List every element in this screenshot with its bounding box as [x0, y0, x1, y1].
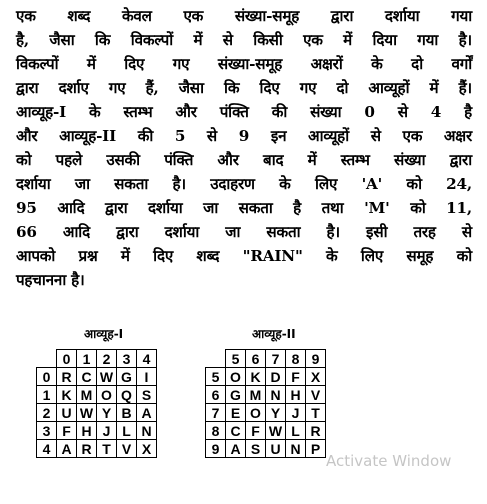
matrix-cell: A: [226, 440, 246, 458]
question-line: दर्शाया जा सकता है। उदाहरण के लिए 'A' को 24,: [16, 175, 472, 193]
matrix-cell: K: [246, 368, 266, 386]
matrix-cell: G: [117, 368, 137, 386]
matrix-cell: A: [137, 404, 157, 422]
matrix-corner-blank: [206, 350, 226, 368]
matrix-row: [37, 368, 157, 386]
question-line: आपको प्रश्न में दिए शब्द "RAIN" के लिए समूह को: [16, 247, 472, 265]
matrix-cell: R: [306, 422, 326, 440]
matrix-cell: S: [137, 386, 157, 404]
question-line: पहचानना है।: [16, 271, 85, 289]
matrix-cell: H: [77, 422, 97, 440]
question-line: को पहले उसकी पंक्ति और बाद में स्तम्भ संख्या द्वारा: [16, 151, 472, 169]
matrix-cell: J: [286, 404, 306, 422]
matrix2-label: आव्यूह-II: [252, 327, 296, 341]
matrix-cell: W: [97, 368, 117, 386]
matrix-col-header: 8: [286, 350, 306, 368]
matrix-row: [206, 386, 326, 404]
matrix-cell: M: [246, 386, 266, 404]
matrix-cell: U: [57, 404, 77, 422]
matrix-col-header: 2: [97, 350, 117, 368]
matrix-row: [37, 404, 157, 422]
matrix-cell: O: [226, 368, 246, 386]
matrix-row: [37, 386, 157, 404]
matrix-cell: S: [246, 440, 266, 458]
matrix-cell: I: [137, 368, 157, 386]
matrix-row: [206, 404, 326, 422]
matrix-cell: W: [77, 404, 97, 422]
matrix-cell: T: [97, 440, 117, 458]
matrix-cell: A: [57, 440, 77, 458]
matrix-cell: H: [286, 386, 306, 404]
matrix-row: [37, 422, 157, 440]
matrix-row: [206, 422, 326, 440]
matrix-row-header: 8: [206, 422, 226, 440]
matrix-cell: O: [246, 404, 266, 422]
matrix-cell: M: [77, 386, 97, 404]
matrix-cell: K: [57, 386, 77, 404]
matrix-cell: X: [306, 368, 326, 386]
matrix-row-header: 3: [37, 422, 57, 440]
matrix-cell: E: [226, 404, 246, 422]
matrix-cell: P: [306, 440, 326, 458]
matrix-cell: F: [57, 422, 77, 440]
matrix-cell: V: [306, 386, 326, 404]
matrix-row: [206, 440, 326, 458]
matrix-cell: B: [117, 404, 137, 422]
activate-windows-watermark: Activate Window: [326, 452, 452, 470]
matrix-row: [37, 440, 157, 458]
question-line: द्वारा दर्शाए गए हैं, जैसा कि दिए गए दो आव्यूहों में हैं।: [16, 79, 472, 97]
matrix-cell: Y: [266, 404, 286, 422]
matrix1-table: [36, 349, 157, 458]
matrix-cell: N: [266, 386, 286, 404]
matrix-corner-blank: [37, 350, 57, 368]
matrix-cell: Y: [97, 404, 117, 422]
question-text: [16, 4, 472, 292]
matrix-cell: T: [306, 404, 326, 422]
matrix-row-header: 4: [37, 440, 57, 458]
matrix-cell: V: [117, 440, 137, 458]
matrix-col-header: 9: [306, 350, 326, 368]
question-line: विकल्पों में दिए गए संख्या-समूह अक्षरों के दो वर्गों: [16, 55, 472, 73]
matrix-row-header: 9: [206, 440, 226, 458]
matrix-cell: O: [97, 386, 117, 404]
matrix-cell: C: [226, 422, 246, 440]
matrix-cell: R: [77, 440, 97, 458]
matrix-cell: N: [286, 440, 306, 458]
matrix1-label: आव्यूह-I: [84, 327, 124, 341]
matrix-row-header: 2: [37, 404, 57, 422]
matrix-row-header: 7: [206, 404, 226, 422]
matrix-cell: F: [246, 422, 266, 440]
matrix-row-header: 6: [206, 386, 226, 404]
matrix-row: [206, 368, 326, 386]
matrix-cell: X: [137, 440, 157, 458]
matrix-col-header: 3: [117, 350, 137, 368]
matrix-cell: W: [266, 422, 286, 440]
matrix-col-header: 4: [137, 350, 157, 368]
matrix-cell: L: [286, 422, 306, 440]
question-line: है, जैसा कि विकल्पों में से किसी एक में दिया गया है।: [16, 31, 472, 49]
matrix2-table: [205, 349, 326, 458]
matrix-cell: R: [57, 368, 77, 386]
question-line: 66 आदि द्वारा दर्शाया जा सकता है। इसी तरह से: [16, 223, 472, 241]
matrix-row-header: 5: [206, 368, 226, 386]
matrix-cell: F: [286, 368, 306, 386]
matrix-col-header: 7: [266, 350, 286, 368]
matrix-col-header: 0: [57, 350, 77, 368]
matrix-row-header: 0: [37, 368, 57, 386]
matrix-cell: Q: [117, 386, 137, 404]
question-line: 95 आदि द्वारा दर्शाया जा सकता है तथा 'M' को 11,: [16, 199, 472, 217]
question-line: एक शब्द केवल एक संख्या-समूह द्वारा दर्शाया गया: [16, 7, 472, 25]
matrix-cell: U: [266, 440, 286, 458]
question-line: आव्यूह-I के स्तम्भ और पंक्ति की संख्या 0 से 4 है: [16, 103, 472, 121]
matrix-col-header: 6: [246, 350, 266, 368]
matrix-cell: D: [266, 368, 286, 386]
matrix-cell: L: [117, 422, 137, 440]
matrix-col-header: 1: [77, 350, 97, 368]
matrix-cell: G: [226, 386, 246, 404]
matrix-cell: C: [77, 368, 97, 386]
matrix-cell: J: [97, 422, 117, 440]
question-line: और आव्यूह-II की 5 से 9 इन आव्यूहों से एक अक्षर: [16, 127, 472, 145]
matrix-row-header: 1: [37, 386, 57, 404]
matrix-cell: N: [137, 422, 157, 440]
matrix-col-header: 5: [226, 350, 246, 368]
